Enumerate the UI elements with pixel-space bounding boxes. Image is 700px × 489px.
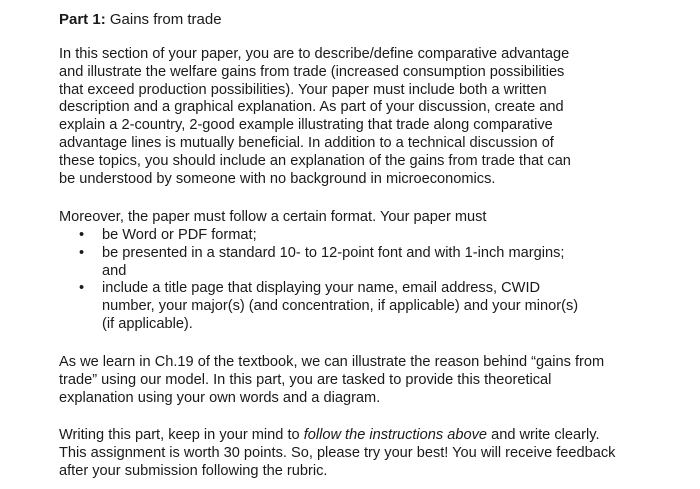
paragraph-gains-from-trade: [59, 46, 669, 188]
paragraph-line: be understood by someone with no background in microeconomics.: [59, 170, 496, 187]
list-item-text: be presented in a standard 10- to 12-point font and with 1-inch margins;: [102, 244, 565, 261]
paragraph-textbook-reference: [59, 354, 669, 407]
list-item: [59, 280, 659, 333]
paragraph-writing-instructions: [59, 427, 669, 480]
list-item-text: include a title page that displaying your name, email address, CWID: [102, 280, 541, 297]
paragraph-line: In this section of your paper, you are to describe/define comparative advantage: [59, 46, 570, 62]
list-item-text: (if applicable).: [102, 315, 193, 332]
list-item-text: number, your major(s) (and concentration, if applicable) and your minor(s): [102, 298, 579, 315]
paragraph-line: these topics, you should include an explanation of the gains from trade that can: [59, 152, 571, 169]
emphasized-text: follow the instructions above: [303, 427, 488, 443]
paragraph-line: that exceed production possibilities). Your paper must include both a written: [59, 81, 547, 98]
paragraph-line: and illustrate the welfare gains from trade (increased consumption possibilities: [59, 63, 565, 80]
paragraph-line: [59, 427, 669, 445]
paragraph-line: description and a graphical explanation. As part of your discussion, create and: [59, 99, 564, 116]
bullet-icon: •: [79, 244, 85, 261]
list-item: [59, 245, 659, 281]
section-heading-title: Gains from trade: [105, 11, 222, 28]
paragraph-line: advantage lines is mutually beneficial. In addition to a technical discussion of: [59, 134, 554, 151]
list-item-text: be Word or PDF format;: [102, 227, 257, 243]
format-requirements-list: [59, 227, 659, 334]
paragraph-line: As we learn in Ch.19 of the textbook, we can illustrate the reason behind “gains from: [59, 354, 605, 370]
paragraph-format-intro: [59, 209, 669, 227]
paragraph-line: This assignment is worth 30 points. So, please try your best! You will receive feedback: [59, 444, 616, 461]
section-heading: [59, 11, 222, 29]
paragraph-text: Writing this part, keep in your mind to: [59, 427, 304, 443]
list-item: [59, 227, 659, 245]
paragraph-line: after your submission following the rubric.: [59, 462, 328, 479]
paragraph-line: explanation using your own words and a diagram.: [59, 389, 381, 406]
paragraph-line: Moreover, the paper must follow a certain format. Your paper must: [59, 209, 487, 225]
paragraph-line: explain a 2-country, 2-good example illustrating that trade along comparative: [59, 117, 553, 134]
paragraph-text: and write clearly.: [487, 427, 600, 443]
list-item-text: and: [102, 262, 127, 279]
bullet-icon: •: [79, 227, 85, 243]
bullet-icon: •: [79, 280, 85, 297]
section-heading-label: Part 1:: [59, 11, 106, 28]
paragraph-line: trade” using our model. In this part, you are tasked to provide this theoretical: [59, 371, 552, 388]
